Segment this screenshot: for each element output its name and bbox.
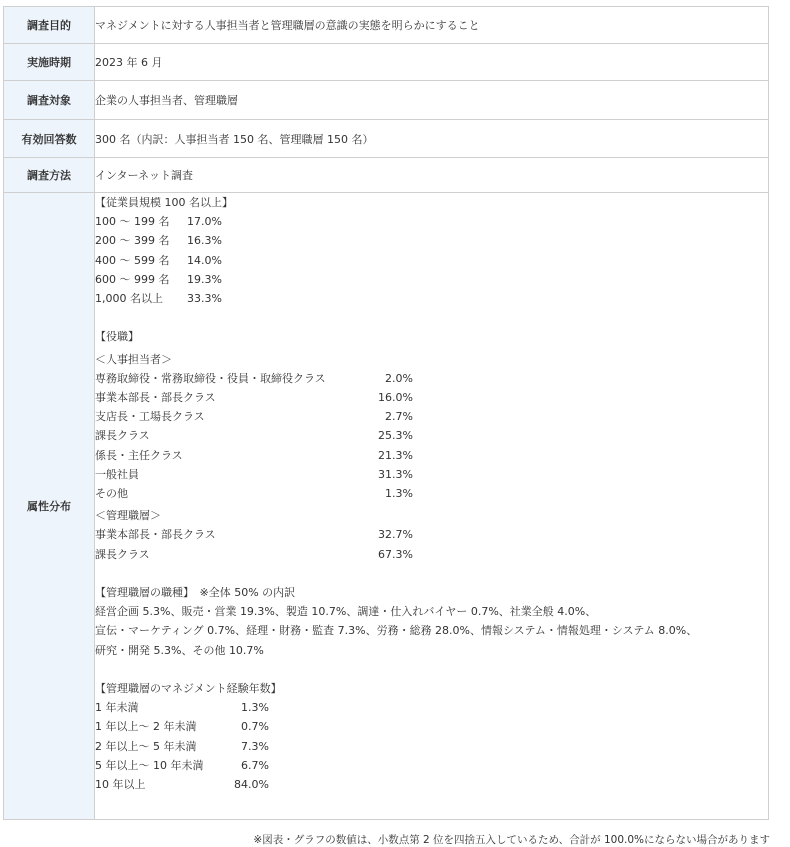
list-item xyxy=(95,446,768,465)
list-item xyxy=(95,465,768,484)
item-label: 課長クラス xyxy=(95,547,150,561)
list-item xyxy=(95,388,768,407)
label-period: 実施時期 xyxy=(4,44,95,81)
label-distribution: 属性分布 xyxy=(4,193,95,820)
row-purpose xyxy=(4,7,769,44)
item-value: 19.3% xyxy=(187,272,222,286)
item-label: 専務取締役・常務取締役・役員・取締役クラス xyxy=(95,371,326,385)
item-value: 7.3% xyxy=(241,739,269,753)
item-label: 一般社員 xyxy=(95,467,139,481)
hr-heading: ＜人事担当者＞ xyxy=(95,352,172,366)
list-item xyxy=(95,775,768,794)
footnote: ※図表・グラフの数値は、小数点第 2 位を四捨五入しているため、合計が 100.0%にならない場合があります xyxy=(253,834,770,846)
label-responses: 有効回答数 xyxy=(4,120,95,158)
item-value: 16.0% xyxy=(378,391,413,405)
scale-list xyxy=(95,212,768,308)
experience-list xyxy=(95,698,768,794)
item-label: 1 年未満 xyxy=(95,701,139,715)
list-item xyxy=(95,484,768,503)
item-value: 0.7% xyxy=(241,720,269,734)
item-label: その他 xyxy=(95,487,128,501)
list-item xyxy=(95,270,768,289)
item-label: 5 年以上〜 10 年未満 xyxy=(95,758,204,772)
item-value: 1.3% xyxy=(385,487,413,501)
item-label: 400 〜 599 名 xyxy=(95,253,170,267)
mgr-list xyxy=(95,525,768,563)
item-value: 25.3% xyxy=(378,429,413,443)
survey-table xyxy=(3,6,769,820)
item-value: 33.3% xyxy=(187,292,222,306)
item-label: 1 年以上〜 2 年未満 xyxy=(95,720,197,734)
label-purpose: 調査目的 xyxy=(4,7,95,44)
list-item xyxy=(95,717,768,736)
item-label: 1,000 名以上 xyxy=(95,292,163,306)
item-value: 17.0% xyxy=(187,215,222,229)
item-value: 32.7% xyxy=(378,528,413,542)
item-label: 係長・主任クラス xyxy=(95,448,183,462)
list-item xyxy=(95,545,768,564)
row-method xyxy=(4,158,769,193)
mgr-heading: ＜管理職層＞ xyxy=(95,509,161,523)
item-value: 84.0% xyxy=(234,778,269,792)
list-item xyxy=(95,289,768,308)
list-item xyxy=(95,251,768,270)
row-period xyxy=(4,44,769,81)
item-value: 2.0% xyxy=(385,371,413,385)
item-label: 100 〜 199 名 xyxy=(95,215,170,229)
item-label: 事業本部長・部長クラス xyxy=(95,391,216,405)
jobtype-line: 研究・開発 5.3%、その他 10.7% xyxy=(95,643,264,657)
item-label: 600 〜 999 名 xyxy=(95,272,170,286)
jobtype-heading: 【管理職層の職種】 ※全体 50% の内訳 xyxy=(95,586,296,600)
list-item xyxy=(95,426,768,445)
list-item xyxy=(95,525,768,544)
list-item xyxy=(95,698,768,717)
item-value: 31.3% xyxy=(378,467,413,481)
list-item xyxy=(95,369,768,388)
item-label: 支店長・工場長クラス xyxy=(95,410,205,424)
item-value: 21.3% xyxy=(378,448,413,462)
item-value: 14.0% xyxy=(187,253,222,267)
row-responses xyxy=(4,120,769,158)
item-value: 16.3% xyxy=(187,234,222,248)
item-label: 10 年以上 xyxy=(95,778,146,792)
item-value: 67.3% xyxy=(378,547,413,561)
label-method: 調査方法 xyxy=(4,158,95,193)
list-item xyxy=(95,407,768,426)
experience-heading: 【管理職層のマネジメント経験年数】 xyxy=(95,682,282,696)
list-item xyxy=(95,756,768,775)
value-responses: 300 名（内訳：人事担当者 150 名、管理職層 150 名） xyxy=(95,120,769,158)
list-item xyxy=(95,212,768,231)
row-distribution xyxy=(4,193,769,820)
item-value: 6.7% xyxy=(241,758,269,772)
jobtype-line: 宣伝・マーケティング 0.7%、経理・財務・監査 7.3%、労務・総務 28.0%、情報システム・情報処理・システム 8.0%、 xyxy=(95,624,698,638)
distribution-cell xyxy=(95,193,769,820)
jobtype-line: 経営企画 5.3%、販売・営業 19.3%、製造 10.7%、調達・仕入れバイヤー 0.7%、社業全般 4.0%、 xyxy=(95,605,597,619)
item-value: 1.3% xyxy=(241,701,269,715)
row-target xyxy=(4,81,769,120)
item-value: 2.7% xyxy=(385,410,413,424)
scale-heading: 【従業員規模 100 名以上】 xyxy=(95,196,233,209)
item-label: 課長クラス xyxy=(95,429,150,443)
hr-list xyxy=(95,369,768,503)
item-label: 200 〜 399 名 xyxy=(95,234,170,248)
value-target: 企業の人事担当者、管理職層 xyxy=(95,81,769,120)
list-item xyxy=(95,231,768,250)
item-label: 事業本部長・部長クラス xyxy=(95,528,216,542)
item-label: 2 年以上〜 5 年未満 xyxy=(95,739,197,753)
list-item xyxy=(95,737,768,756)
value-period: 2023 年 6 月 xyxy=(95,44,769,81)
value-purpose: マネジメントに対する人事担当者と管理職層の意識の実態を明らかにすること xyxy=(95,7,769,44)
position-heading: 【役職】 xyxy=(95,330,139,344)
label-target: 調査対象 xyxy=(4,81,95,120)
value-method: インターネット調査 xyxy=(95,158,769,193)
